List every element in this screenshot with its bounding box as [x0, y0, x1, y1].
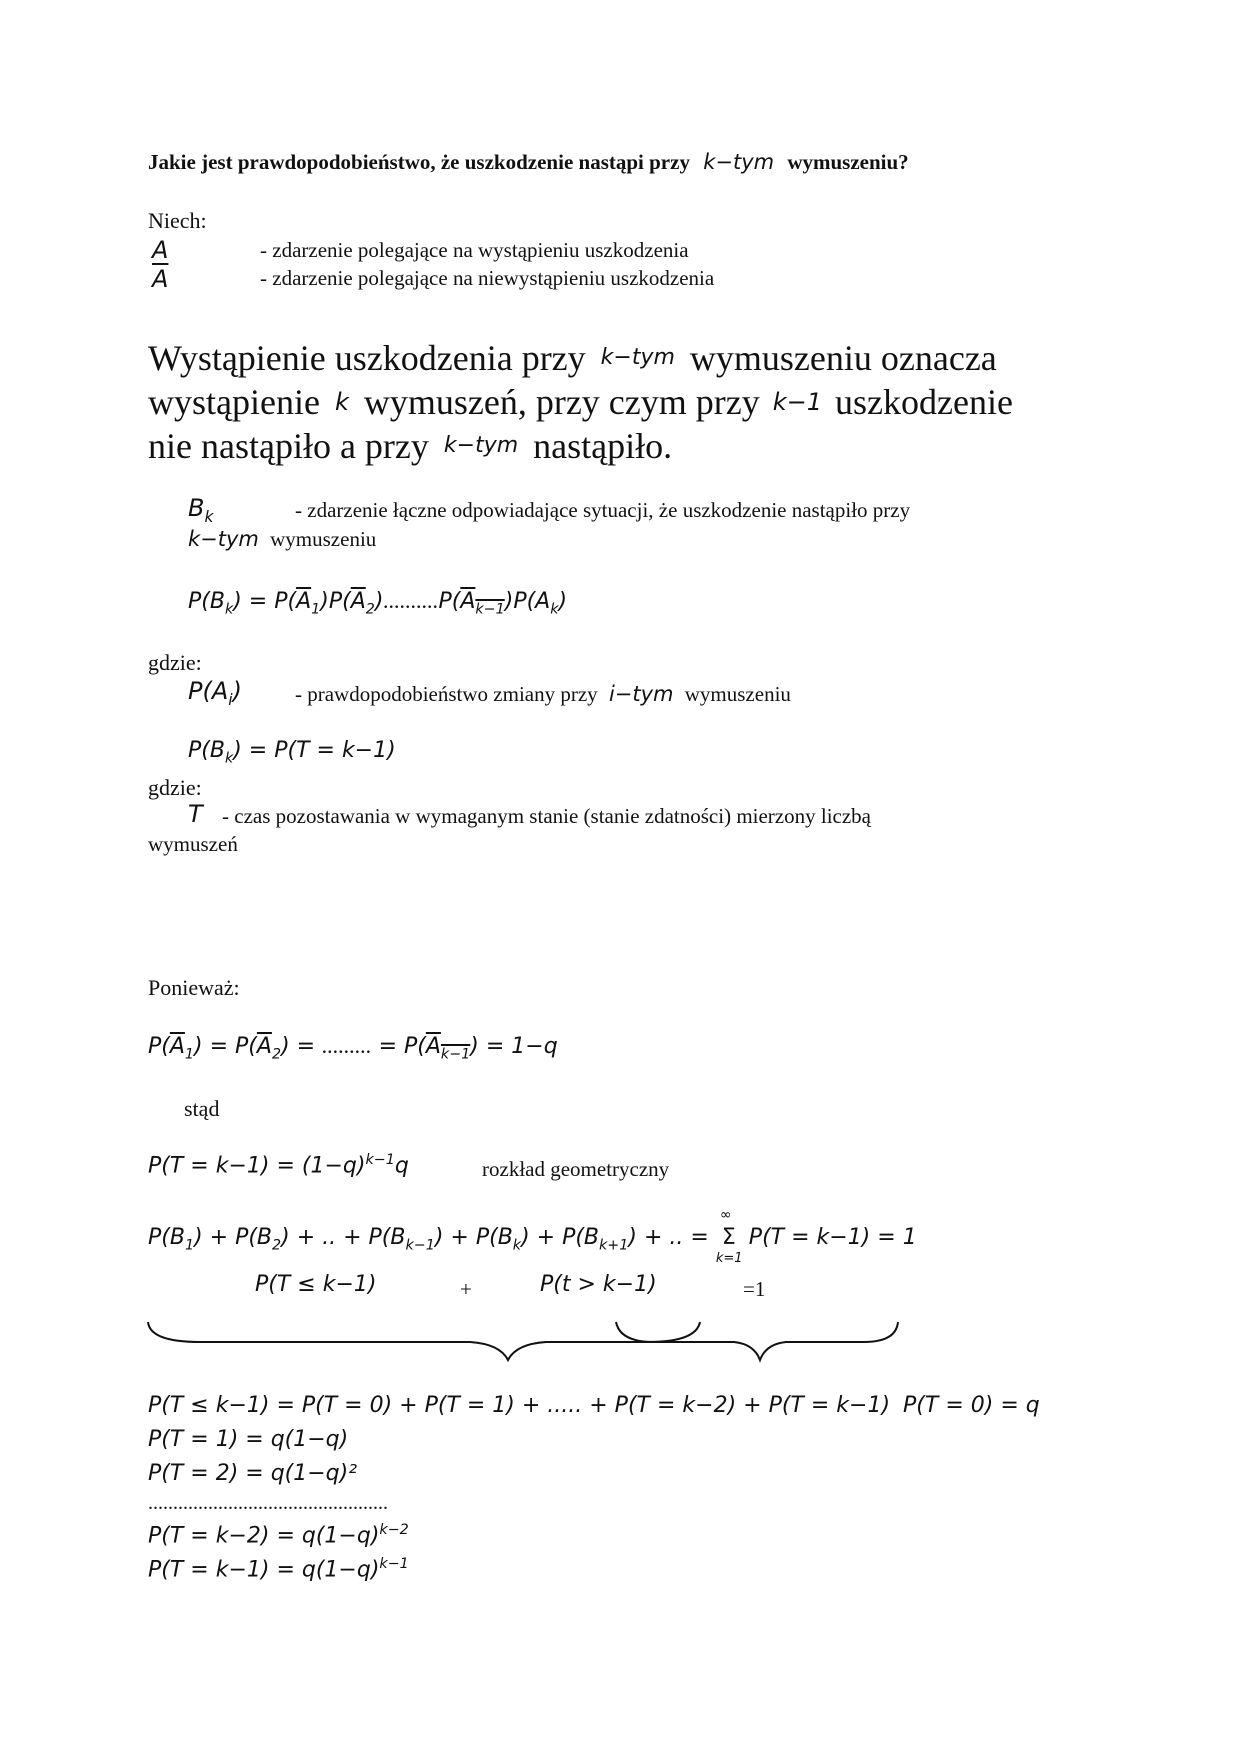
main-statement-line3 — [148, 424, 1013, 468]
equation-cdf-expansion — [148, 1393, 1040, 1418]
gdzie-label-1: gdzie: — [148, 650, 202, 675]
statement-math: k−tym — [600, 345, 675, 370]
equation-p-tk2: $P(T = k-2) = q(1-q)^{k-2}$ — [148, 1522, 409, 1549]
title-text-end: wymuszeniu? — [787, 150, 909, 174]
niech-label: Niech: — [148, 208, 207, 233]
bk-math: k−tym — [188, 527, 259, 551]
t-definition-line2: wymuszeń — [148, 832, 238, 856]
p-ai-math: i−tym — [608, 682, 674, 706]
statement-math: k−tym — [443, 433, 519, 458]
bk-subscript: k — [204, 507, 214, 526]
event-abar-definition: - zdarzenie polegające na niewystąpieniu uszkodzenia — [260, 266, 715, 290]
equation-geometric: $P(T = k-1) = (1-q)^{k-1}q$ — [148, 1152, 409, 1179]
bk-letter: B — [188, 494, 205, 522]
poniewaz-label: Ponieważ: — [148, 975, 240, 1000]
cdf-expansion: P(T ≤ k−1) = P(T = 0) + P(T = 1) + ..... + P(T = k−2) + P(T = k−1) — [148, 1393, 891, 1418]
statement-text: nastąpiło. — [533, 426, 673, 466]
statement-text: wystąpienie — [148, 382, 320, 422]
statement-text: uszkodzenie — [835, 382, 1013, 422]
equation-bk-product: $P(B_k) = P(\overline{A}_1)P(\overline{A}_2)..........P(A_{k-1})P(A_k)$ — [188, 588, 568, 618]
geometric-label: rozkład geometryczny — [482, 1157, 670, 1181]
statement-text: wymuszeniu oznacza — [689, 338, 997, 378]
equation-sum: $P(B_1) + P(B_2)$ + .. + $P(B_{k-1}) + P(B_k) + P(B_{k+1})$ + .. = ∞ Σ k=1 P(T = k−1) = 1 — [148, 1207, 917, 1266]
title-math: k−tym — [703, 150, 775, 174]
sum-symbol: ∞ Σ k=1 — [715, 1207, 743, 1266]
equals-one: =1 — [743, 1277, 766, 1301]
bk-definition: - zdarzenie łączne odpowiadające sytuacji, że uszkodzenie nastąpiło przy — [295, 498, 911, 522]
t-definition: - czas pozostawania w wymaganym stanie (stanie zdatności) mierzony liczbą — [222, 804, 872, 828]
p-ai-text-end: wymuszeniu — [684, 682, 791, 706]
statement-text: nie nastąpiło a przy — [148, 426, 429, 466]
equation-bk-t: $P(B_k) = P(T = k-1)$ — [188, 738, 396, 767]
page-title — [148, 150, 909, 175]
equation-p-tk1: $P(T = k-1) = q(1-q)^{k-1}$ — [148, 1556, 409, 1583]
p-ai-text: - prawdopodobieństwo zmiany przy — [295, 682, 598, 706]
underbrace-right — [614, 1318, 904, 1366]
equation-complement: $P(\overline{A}_1) = P(\overline{A}_2)$ = ......... = $P(A_{k-1}) = 1-q$ — [148, 1033, 558, 1063]
event-abar-symbol: $\overline{A}$ — [152, 265, 169, 293]
dots-separator: ................................................ — [148, 1492, 388, 1514]
equation-p-t1: P(T = 1) = q(1−q) — [148, 1427, 349, 1452]
stad-label: stąd — [184, 1096, 220, 1121]
main-statement — [148, 336, 1013, 468]
bk-text: wymuszeniu — [270, 527, 377, 551]
t-symbol: T — [188, 800, 203, 828]
statement-text: wymuszeń, przy czym przy — [363, 382, 760, 422]
main-statement-line1 — [148, 336, 1013, 380]
equation-cdf-part: P(T ≤ k−1) — [255, 1272, 377, 1297]
gdzie-label-2: gdzie: — [148, 775, 202, 800]
plus-sign: + — [460, 1277, 472, 1301]
p-ai-definition — [295, 682, 791, 707]
equation-tail-part: P(t > k−1) — [540, 1272, 657, 1297]
statement-math: k−1 — [772, 388, 822, 416]
statement-text: Wystąpienie uszkodzenia przy — [148, 338, 586, 378]
p-t0: P(T = 0) = q — [903, 1393, 1040, 1418]
event-a-symbol: A — [152, 236, 169, 264]
p-ai-symbol: $P(A_i)$ — [188, 677, 242, 709]
equation-p-t2: P(T = 2) = q(1−q)² — [148, 1461, 358, 1486]
bk-definition-line2 — [188, 527, 376, 552]
title-text: Jakie jest prawdopodobieństwo, że uszkodzenie nastąpi przy — [148, 150, 690, 174]
main-statement-line2 — [148, 380, 1013, 424]
bk-symbol — [188, 494, 214, 526]
statement-math: k — [334, 388, 349, 416]
event-a-definition: - zdarzenie polegające na wystąpieniu uszkodzenia — [260, 238, 689, 262]
